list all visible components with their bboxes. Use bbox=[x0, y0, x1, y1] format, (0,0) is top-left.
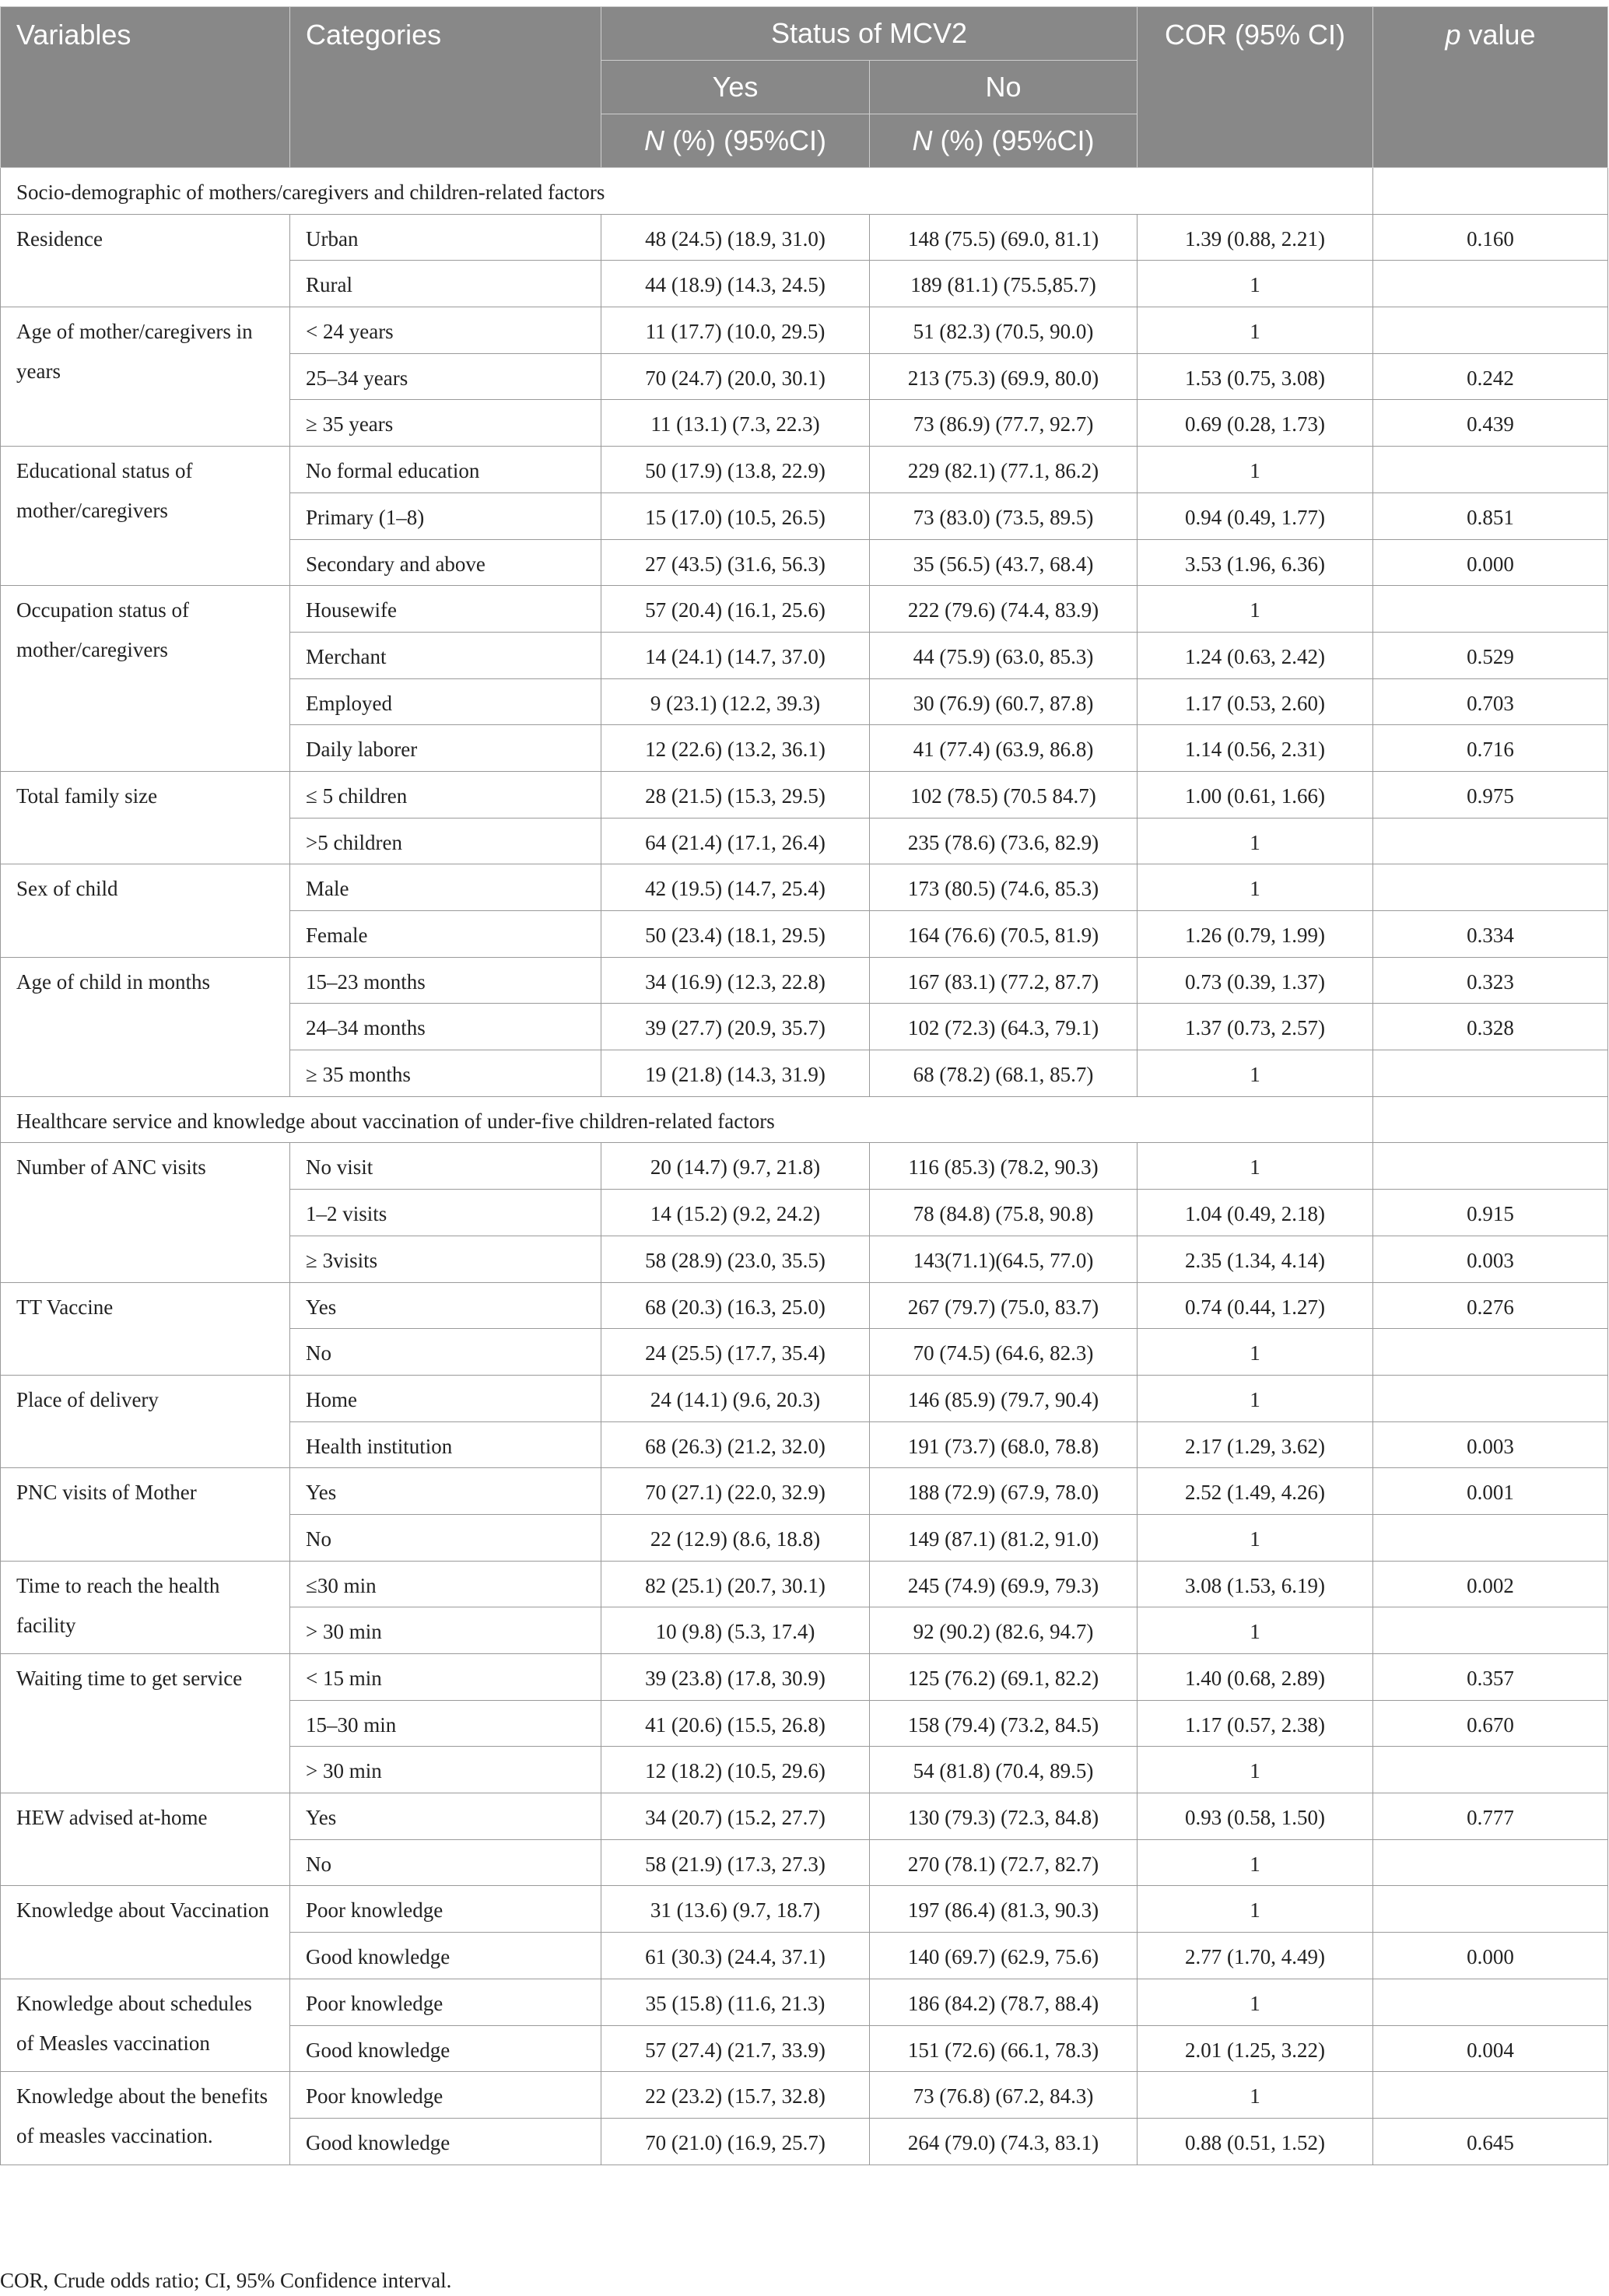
p-value-cell: 0.851 bbox=[1373, 493, 1608, 539]
yes-cell: 58 (21.9) (17.3, 27.3) bbox=[601, 1839, 870, 1886]
category-cell: < 24 years bbox=[290, 307, 601, 354]
cor-cell: 2.01 (1.25, 3.22) bbox=[1138, 2025, 1373, 2072]
category-cell: 15–23 months bbox=[290, 957, 601, 1004]
cor-cell: 2.52 (1.49, 4.26) bbox=[1138, 1468, 1373, 1515]
yes-cell: 58 (28.9) (23.0, 35.5) bbox=[601, 1236, 870, 1282]
cor-cell: 1 bbox=[1138, 1886, 1373, 1933]
no-cell: 245 (74.9) (69.9, 79.3) bbox=[870, 1561, 1138, 1607]
category-cell: Good knowledge bbox=[290, 1933, 601, 1979]
no-cell: 54 (81.8) (70.4, 89.5) bbox=[870, 1747, 1138, 1793]
category-cell: ≥ 35 years bbox=[290, 400, 601, 447]
cor-cell: 1 bbox=[1138, 1375, 1373, 1421]
section-title: Healthcare service and knowledge about vaccination of under-five children-related factors bbox=[1, 1096, 1373, 1143]
p-value-cell bbox=[1373, 1839, 1608, 1886]
cor-cell: 2.77 (1.70, 4.49) bbox=[1138, 1933, 1373, 1979]
yes-cell: 70 (27.1) (22.0, 32.9) bbox=[601, 1468, 870, 1515]
p-value-cell bbox=[1373, 447, 1608, 493]
no-cell: 222 (79.6) (74.4, 83.9) bbox=[870, 586, 1138, 633]
category-cell: 15–30 min bbox=[290, 1700, 601, 1747]
p-value-cell: 0.001 bbox=[1373, 1468, 1608, 1515]
header-status: Status of MCV2 bbox=[601, 7, 1138, 61]
variable-name: Educational status of mother/caregivers bbox=[1, 447, 290, 586]
category-cell: 24–34 months bbox=[290, 1004, 601, 1050]
p-value-cell: 0.328 bbox=[1373, 1004, 1608, 1050]
cor-cell: 0.94 (0.49, 1.77) bbox=[1138, 493, 1373, 539]
no-cell: 44 (75.9) (63.0, 85.3) bbox=[870, 632, 1138, 678]
yes-cell: 57 (27.4) (21.7, 33.9) bbox=[601, 2025, 870, 2072]
table-row bbox=[1, 447, 1608, 493]
category-cell: No bbox=[290, 1514, 601, 1561]
p-value-cell bbox=[1373, 1886, 1608, 1933]
p-value-cell bbox=[1373, 864, 1608, 911]
table-footnote: COR, Crude odds ratio; CI, 95% Confidence interval. bbox=[0, 2269, 452, 2292]
p-value-cell: 0.439 bbox=[1373, 400, 1608, 447]
section-empty-cell bbox=[1373, 1096, 1608, 1143]
yes-cell: 39 (27.7) (20.9, 35.7) bbox=[601, 1004, 870, 1050]
variable-name: Total family size bbox=[1, 771, 290, 864]
yes-cell: 11 (13.1) (7.3, 22.3) bbox=[601, 400, 870, 447]
no-cell: 173 (80.5) (74.6, 85.3) bbox=[870, 864, 1138, 911]
variable-name: Knowledge about schedules of Measles vaccination bbox=[1, 1979, 290, 2071]
category-cell: Daily laborer bbox=[290, 725, 601, 772]
category-cell: Primary (1–8) bbox=[290, 493, 601, 539]
cor-cell: 1.39 (0.88, 2.21) bbox=[1138, 214, 1373, 261]
no-cell: 116 (85.3) (78.2, 90.3) bbox=[870, 1143, 1138, 1190]
cor-cell: 1.40 (0.68, 2.89) bbox=[1138, 1654, 1373, 1701]
category-cell: Merchant bbox=[290, 632, 601, 678]
table-row bbox=[1, 2072, 1608, 2119]
no-cell: 73 (76.8) (67.2, 84.3) bbox=[870, 2072, 1138, 2119]
cor-cell: 3.08 (1.53, 6.19) bbox=[1138, 1561, 1373, 1607]
no-cell: 197 (86.4) (81.3, 90.3) bbox=[870, 1886, 1138, 1933]
category-cell: Secondary and above bbox=[290, 539, 601, 586]
category-cell: ≥ 3visits bbox=[290, 1236, 601, 1282]
table-container bbox=[0, 6, 1609, 2292]
yes-cell: 50 (23.4) (18.1, 29.5) bbox=[601, 911, 870, 958]
header-value-text: value bbox=[1460, 19, 1536, 51]
mcv2-factors-table bbox=[0, 6, 1608, 2165]
no-cell: 102 (72.3) (64.3, 79.1) bbox=[870, 1004, 1138, 1050]
category-cell: Housewife bbox=[290, 586, 601, 633]
cor-cell: 1.00 (0.61, 1.66) bbox=[1138, 771, 1373, 818]
no-cell: 188 (72.9) (67.9, 78.0) bbox=[870, 1468, 1138, 1515]
p-value-cell bbox=[1373, 1143, 1608, 1190]
p-value-cell: 0.004 bbox=[1373, 2025, 1608, 2072]
no-cell: 213 (75.3) (69.9, 80.0) bbox=[870, 353, 1138, 400]
table-row bbox=[1, 586, 1608, 633]
no-cell: 270 (78.1) (72.7, 82.7) bbox=[870, 1839, 1138, 1886]
variable-name: PNC visits of Mother bbox=[1, 1468, 290, 1561]
table-row bbox=[1, 864, 1608, 911]
category-cell: Health institution bbox=[290, 1421, 601, 1468]
yes-cell: 44 (18.9) (14.3, 24.5) bbox=[601, 261, 870, 307]
no-cell: 191 (73.7) (68.0, 78.8) bbox=[870, 1421, 1138, 1468]
yes-cell: 22 (23.2) (15.7, 32.8) bbox=[601, 2072, 870, 2119]
table-row bbox=[1, 1654, 1608, 1701]
p-value-cell: 0.777 bbox=[1373, 1793, 1608, 1840]
cor-cell: 0.69 (0.28, 1.73) bbox=[1138, 400, 1373, 447]
yes-cell: 70 (24.7) (20.0, 30.1) bbox=[601, 353, 870, 400]
cor-cell: 1.17 (0.53, 2.60) bbox=[1138, 678, 1373, 725]
variable-name: Residence bbox=[1, 214, 290, 307]
p-value-cell: 0.670 bbox=[1373, 1700, 1608, 1747]
category-cell: > 30 min bbox=[290, 1747, 601, 1793]
p-value-cell: 0.003 bbox=[1373, 1421, 1608, 1468]
variable-name: Knowledge about Vaccination bbox=[1, 1886, 290, 1979]
p-value-cell bbox=[1373, 818, 1608, 864]
category-cell: Yes bbox=[290, 1793, 601, 1840]
p-value-cell: 0.703 bbox=[1373, 678, 1608, 725]
yes-cell: 12 (18.2) (10.5, 29.6) bbox=[601, 1747, 870, 1793]
no-cell: 51 (82.3) (70.5, 90.0) bbox=[870, 307, 1138, 354]
cor-cell: 1 bbox=[1138, 447, 1373, 493]
variable-name: Occupation status of mother/caregivers bbox=[1, 586, 290, 772]
category-cell: Home bbox=[290, 1375, 601, 1421]
p-value-cell bbox=[1373, 1607, 1608, 1654]
no-cell: 73 (86.9) (77.7, 92.7) bbox=[870, 400, 1138, 447]
category-cell: Employed bbox=[290, 678, 601, 725]
category-cell: ≥ 35 months bbox=[290, 1050, 601, 1097]
category-cell: Poor knowledge bbox=[290, 1886, 601, 1933]
table-row bbox=[1, 1375, 1608, 1421]
p-value-cell: 0.242 bbox=[1373, 353, 1608, 400]
no-cell: 167 (83.1) (77.2, 87.7) bbox=[870, 957, 1138, 1004]
cor-cell: 1 bbox=[1138, 1839, 1373, 1886]
cor-cell: 1 bbox=[1138, 1747, 1373, 1793]
header-pct-text: (%) (95%CI) bbox=[932, 124, 1095, 157]
cor-cell: 1 bbox=[1138, 1979, 1373, 2025]
section-empty-cell bbox=[1373, 168, 1608, 215]
p-value-cell: 0.323 bbox=[1373, 957, 1608, 1004]
variable-name: Place of delivery bbox=[1, 1375, 290, 1467]
no-cell: 102 (78.5) (70.5 84.7) bbox=[870, 771, 1138, 818]
p-value-cell: 0.915 bbox=[1373, 1190, 1608, 1236]
p-value-cell bbox=[1373, 1375, 1608, 1421]
no-cell: 146 (85.9) (79.7, 90.4) bbox=[870, 1375, 1138, 1421]
table-row bbox=[1, 957, 1608, 1004]
cor-cell: 1 bbox=[1138, 261, 1373, 307]
header-no-n bbox=[870, 114, 1138, 168]
table-body bbox=[1, 168, 1608, 2165]
cor-cell: 2.35 (1.34, 4.14) bbox=[1138, 1236, 1373, 1282]
header-p-value bbox=[1373, 7, 1608, 168]
section-row bbox=[1, 1096, 1608, 1143]
header-yes: Yes bbox=[601, 61, 870, 114]
cor-cell: 2.17 (1.29, 3.62) bbox=[1138, 1421, 1373, 1468]
table-row bbox=[1, 1143, 1608, 1190]
yes-cell: 24 (14.1) (9.6, 20.3) bbox=[601, 1375, 870, 1421]
cor-cell: 1 bbox=[1138, 1329, 1373, 1376]
category-cell: Poor knowledge bbox=[290, 2072, 601, 2119]
yes-cell: 64 (21.4) (17.1, 26.4) bbox=[601, 818, 870, 864]
no-cell: 92 (90.2) (82.6, 94.7) bbox=[870, 1607, 1138, 1654]
p-value-cell: 0.716 bbox=[1373, 725, 1608, 772]
category-cell: Male bbox=[290, 864, 601, 911]
yes-cell: 57 (20.4) (16.1, 25.6) bbox=[601, 586, 870, 633]
no-cell: 151 (72.6) (66.1, 78.3) bbox=[870, 2025, 1138, 2072]
cor-cell: 1.17 (0.57, 2.38) bbox=[1138, 1700, 1373, 1747]
p-value-cell bbox=[1373, 261, 1608, 307]
category-cell: Female bbox=[290, 911, 601, 958]
no-cell: 140 (69.7) (62.9, 75.6) bbox=[870, 1933, 1138, 1979]
p-value-cell bbox=[1373, 1979, 1608, 2025]
table-row bbox=[1, 1793, 1608, 1840]
category-cell: ≤30 min bbox=[290, 1561, 601, 1607]
yes-cell: 10 (9.8) (5.3, 17.4) bbox=[601, 1607, 870, 1654]
no-cell: 149 (87.1) (81.2, 91.0) bbox=[870, 1514, 1138, 1561]
category-cell: 1–2 visits bbox=[290, 1190, 601, 1236]
cor-cell: 0.73 (0.39, 1.37) bbox=[1138, 957, 1373, 1004]
category-cell: Yes bbox=[290, 1468, 601, 1515]
cor-cell: 1 bbox=[1138, 818, 1373, 864]
table-row bbox=[1, 1282, 1608, 1329]
p-value-cell: 0.003 bbox=[1373, 1236, 1608, 1282]
p-value-cell: 0.529 bbox=[1373, 632, 1608, 678]
table-row bbox=[1, 1886, 1608, 1933]
yes-cell: 42 (19.5) (14.7, 25.4) bbox=[601, 864, 870, 911]
category-cell: No formal education bbox=[290, 447, 601, 493]
category-cell: Poor knowledge bbox=[290, 1979, 601, 2025]
category-cell: > 30 min bbox=[290, 1607, 601, 1654]
variable-name: Waiting time to get service bbox=[1, 1654, 290, 1793]
category-cell: No visit bbox=[290, 1143, 601, 1190]
cor-cell: 1.24 (0.63, 2.42) bbox=[1138, 632, 1373, 678]
header-cor: COR (95% CI) bbox=[1138, 7, 1373, 168]
header-variables: Variables bbox=[1, 7, 290, 168]
section-row bbox=[1, 168, 1608, 215]
header-pct-text: (%) (95%CI) bbox=[664, 124, 827, 157]
variable-name: HEW advised at-home bbox=[1, 1793, 290, 1886]
cor-cell: 1 bbox=[1138, 2072, 1373, 2119]
yes-cell: 14 (24.1) (14.7, 37.0) bbox=[601, 632, 870, 678]
yes-cell: 22 (12.9) (8.6, 18.8) bbox=[601, 1514, 870, 1561]
yes-cell: 9 (23.1) (12.2, 39.3) bbox=[601, 678, 870, 725]
no-cell: 30 (76.9) (60.7, 87.8) bbox=[870, 678, 1138, 725]
cor-cell: 1 bbox=[1138, 307, 1373, 354]
no-cell: 78 (84.8) (75.8, 90.8) bbox=[870, 1190, 1138, 1236]
yes-cell: 11 (17.7) (10.0, 29.5) bbox=[601, 307, 870, 354]
cor-cell: 1 bbox=[1138, 1514, 1373, 1561]
category-cell: >5 children bbox=[290, 818, 601, 864]
no-cell: 186 (84.2) (78.7, 88.4) bbox=[870, 1979, 1138, 2025]
cor-cell: 1.53 (0.75, 3.08) bbox=[1138, 353, 1373, 400]
yes-cell: 41 (20.6) (15.5, 26.8) bbox=[601, 1700, 870, 1747]
header-n-italic: N bbox=[912, 124, 933, 157]
cor-cell: 1 bbox=[1138, 1050, 1373, 1097]
no-cell: 264 (79.0) (74.3, 83.1) bbox=[870, 2118, 1138, 2165]
no-cell: 229 (82.1) (77.1, 86.2) bbox=[870, 447, 1138, 493]
cor-cell: 1.26 (0.79, 1.99) bbox=[1138, 911, 1373, 958]
no-cell: 235 (78.6) (73.6, 82.9) bbox=[870, 818, 1138, 864]
variable-name: Age of mother/caregivers in years bbox=[1, 307, 290, 447]
yes-cell: 35 (15.8) (11.6, 21.3) bbox=[601, 1979, 870, 2025]
cor-cell: 1 bbox=[1138, 1143, 1373, 1190]
yes-cell: 82 (25.1) (20.7, 30.1) bbox=[601, 1561, 870, 1607]
p-value-cell: 0.276 bbox=[1373, 1282, 1608, 1329]
category-cell: Good knowledge bbox=[290, 2118, 601, 2165]
yes-cell: 39 (23.8) (17.8, 30.9) bbox=[601, 1654, 870, 1701]
yes-cell: 14 (15.2) (9.2, 24.2) bbox=[601, 1190, 870, 1236]
category-cell: Rural bbox=[290, 261, 601, 307]
yes-cell: 70 (21.0) (16.9, 25.7) bbox=[601, 2118, 870, 2165]
cor-cell: 1 bbox=[1138, 864, 1373, 911]
table-row bbox=[1, 307, 1608, 354]
table-row bbox=[1, 1979, 1608, 2025]
p-value-cell bbox=[1373, 1050, 1608, 1097]
yes-cell: 19 (21.8) (14.3, 31.9) bbox=[601, 1050, 870, 1097]
yes-cell: 68 (26.3) (21.2, 32.0) bbox=[601, 1421, 870, 1468]
no-cell: 164 (76.6) (70.5, 81.9) bbox=[870, 911, 1138, 958]
category-cell: Yes bbox=[290, 1282, 601, 1329]
p-value-cell: 0.000 bbox=[1373, 539, 1608, 586]
variable-name: Sex of child bbox=[1, 864, 290, 957]
no-cell: 125 (76.2) (69.1, 82.2) bbox=[870, 1654, 1138, 1701]
no-cell: 35 (56.5) (43.7, 68.4) bbox=[870, 539, 1138, 586]
p-value-cell bbox=[1373, 2072, 1608, 2119]
p-value-cell bbox=[1373, 307, 1608, 354]
no-cell: 41 (77.4) (63.9, 86.8) bbox=[870, 725, 1138, 772]
category-cell: Good knowledge bbox=[290, 2025, 601, 2072]
cor-cell: 0.74 (0.44, 1.27) bbox=[1138, 1282, 1373, 1329]
no-cell: 267 (79.7) (75.0, 83.7) bbox=[870, 1282, 1138, 1329]
p-value-cell bbox=[1373, 1329, 1608, 1376]
no-cell: 73 (83.0) (73.5, 89.5) bbox=[870, 493, 1138, 539]
cor-cell: 3.53 (1.96, 6.36) bbox=[1138, 539, 1373, 586]
yes-cell: 31 (13.6) (9.7, 18.7) bbox=[601, 1886, 870, 1933]
p-value-cell: 0.975 bbox=[1373, 771, 1608, 818]
yes-cell: 34 (16.9) (12.3, 22.8) bbox=[601, 957, 870, 1004]
p-value-cell: 0.002 bbox=[1373, 1561, 1608, 1607]
p-value-cell: 0.000 bbox=[1373, 1933, 1608, 1979]
no-cell: 148 (75.5) (69.0, 81.1) bbox=[870, 214, 1138, 261]
p-value-cell: 0.645 bbox=[1373, 2118, 1608, 2165]
variable-name: TT Vaccine bbox=[1, 1282, 290, 1375]
category-cell: < 15 min bbox=[290, 1654, 601, 1701]
p-value-cell bbox=[1373, 1747, 1608, 1793]
cor-cell: 0.88 (0.51, 1.52) bbox=[1138, 2118, 1373, 2165]
header-no: No bbox=[870, 61, 1138, 114]
yes-cell: 20 (14.7) (9.7, 21.8) bbox=[601, 1143, 870, 1190]
header-p-italic: p bbox=[1445, 19, 1461, 51]
variable-name: Number of ANC visits bbox=[1, 1143, 290, 1282]
table-row bbox=[1, 214, 1608, 261]
yes-cell: 48 (24.5) (18.9, 31.0) bbox=[601, 214, 870, 261]
no-cell: 158 (79.4) (73.2, 84.5) bbox=[870, 1700, 1138, 1747]
no-cell: 189 (81.1) (75.5,85.7) bbox=[870, 261, 1138, 307]
yes-cell: 12 (22.6) (13.2, 36.1) bbox=[601, 725, 870, 772]
cor-cell: 1.04 (0.49, 2.18) bbox=[1138, 1190, 1373, 1236]
no-cell: 70 (74.5) (64.6, 82.3) bbox=[870, 1329, 1138, 1376]
cor-cell: 0.93 (0.58, 1.50) bbox=[1138, 1793, 1373, 1840]
variable-name: Knowledge about the benefits of measles vaccination. bbox=[1, 2072, 290, 2165]
category-cell: ≤ 5 children bbox=[290, 771, 601, 818]
category-cell: 25–34 years bbox=[290, 353, 601, 400]
yes-cell: 50 (17.9) (13.8, 22.9) bbox=[601, 447, 870, 493]
p-value-cell: 0.160 bbox=[1373, 214, 1608, 261]
cor-cell: 1 bbox=[1138, 1607, 1373, 1654]
yes-cell: 28 (21.5) (15.3, 29.5) bbox=[601, 771, 870, 818]
p-value-cell bbox=[1373, 1514, 1608, 1561]
p-value-cell: 0.357 bbox=[1373, 1654, 1608, 1701]
table-row bbox=[1, 1468, 1608, 1515]
p-value-cell: 0.334 bbox=[1373, 911, 1608, 958]
header-yes-n bbox=[601, 114, 870, 168]
yes-cell: 34 (20.7) (15.2, 27.7) bbox=[601, 1793, 870, 1840]
yes-cell: 68 (20.3) (16.3, 25.0) bbox=[601, 1282, 870, 1329]
p-value-cell bbox=[1373, 586, 1608, 633]
yes-cell: 27 (43.5) (31.6, 56.3) bbox=[601, 539, 870, 586]
table-header bbox=[1, 7, 1608, 168]
cor-cell: 1.14 (0.56, 2.31) bbox=[1138, 725, 1373, 772]
variable-name: Time to reach the health facility bbox=[1, 1561, 290, 1653]
category-cell: Urban bbox=[290, 214, 601, 261]
yes-cell: 24 (25.5) (17.7, 35.4) bbox=[601, 1329, 870, 1376]
header-categories: Categories bbox=[290, 7, 601, 168]
yes-cell: 15 (17.0) (10.5, 26.5) bbox=[601, 493, 870, 539]
no-cell: 130 (79.3) (72.3, 84.8) bbox=[870, 1793, 1138, 1840]
yes-cell: 61 (30.3) (24.4, 37.1) bbox=[601, 1933, 870, 1979]
cor-cell: 1 bbox=[1138, 586, 1373, 633]
category-cell: No bbox=[290, 1839, 601, 1886]
no-cell: 68 (78.2) (68.1, 85.7) bbox=[870, 1050, 1138, 1097]
section-title: Socio-demographic of mothers/caregivers and children-related factors bbox=[1, 168, 1373, 215]
category-cell: No bbox=[290, 1329, 601, 1376]
no-cell: 143(71.1)(64.5, 77.0) bbox=[870, 1236, 1138, 1282]
cor-cell: 1.37 (0.73, 2.57) bbox=[1138, 1004, 1373, 1050]
header-n-italic: N bbox=[643, 124, 664, 157]
variable-name: Age of child in months bbox=[1, 957, 290, 1096]
table-row bbox=[1, 771, 1608, 818]
table-row bbox=[1, 1561, 1608, 1607]
